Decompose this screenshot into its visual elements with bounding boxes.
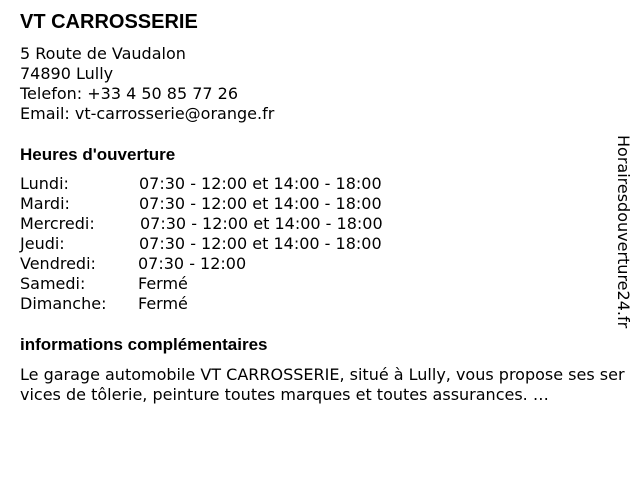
- hours-time: 07:30 - 12:00 et 14:00 - 18:00: [139, 194, 382, 213]
- hours-day: Mardi:: [20, 194, 70, 213]
- address-city: 74890 Lully: [20, 64, 114, 83]
- site-watermark: Horairesdouverture24.fr: [614, 135, 633, 329]
- hours-day: Lundi:: [20, 174, 69, 193]
- hours-day: Jeudi:: [20, 234, 65, 253]
- hours-time: Fermé: [138, 294, 188, 313]
- email-address: Email: vt-carrosserie@orange.fr: [20, 104, 275, 123]
- hours-time: 07:30 - 12:00 et 14:00 - 18:00: [139, 234, 382, 253]
- opening-hours-heading: Heures d'ouverture: [20, 145, 176, 164]
- address-street: 5 Route de Vaudalon: [20, 44, 186, 63]
- additional-info-text: Le garage automobile VT CARROSSERIE, situé à Lully, vous propose ses services de tôlerie, peinture toutes marques et toutes assurances. …: [20, 365, 625, 404]
- hours-time: Fermé: [138, 274, 188, 293]
- contact-block: [20, 44, 274, 124]
- additional-info-heading: informations complémentaires: [20, 335, 268, 354]
- business-name: VT CARROSSERIE: [20, 11, 198, 33]
- hours-time: 07:30 - 12:00: [138, 254, 247, 273]
- hours-day: Samedi:: [20, 274, 86, 293]
- hours-day: Mercredi:: [20, 214, 95, 233]
- hours-time: 07:30 - 12:00 et 14:00 - 18:00: [139, 174, 382, 193]
- hours-time: 07:30 - 12:00 et 14:00 - 18:00: [140, 214, 383, 233]
- hours-day: Vendredi:: [20, 254, 96, 273]
- hours-day: Dimanche:: [20, 294, 107, 313]
- phone-number: Telefon: +33 4 50 85 77 26: [20, 84, 239, 103]
